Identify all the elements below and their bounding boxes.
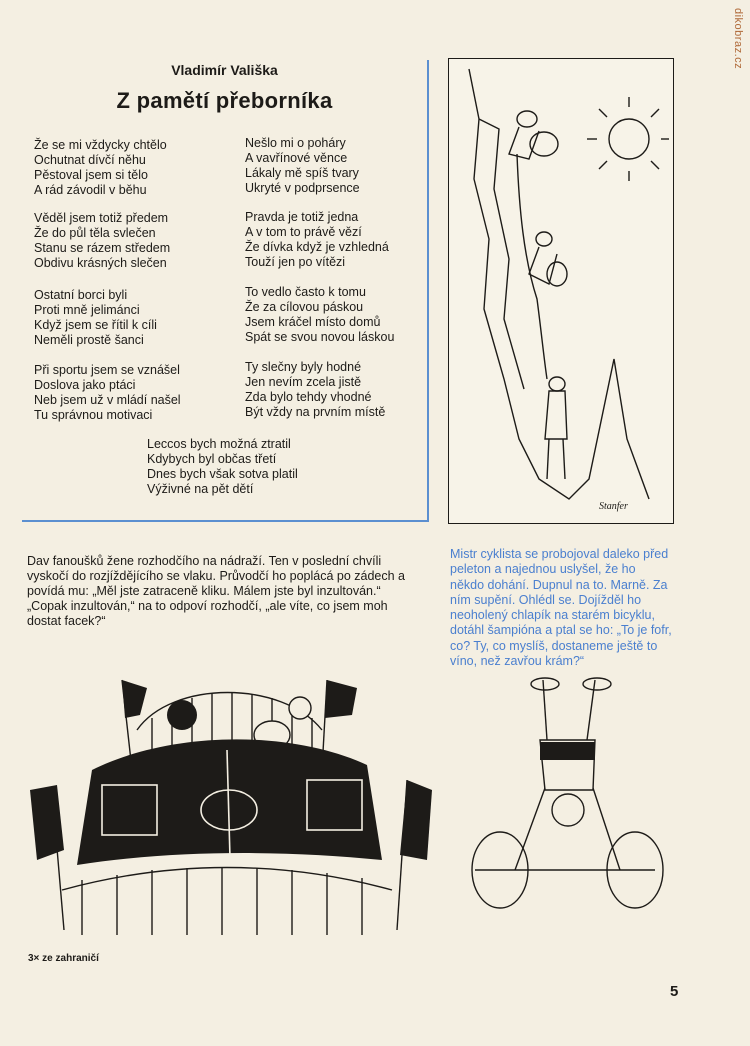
stanza-right-1: Nešlo mi o poháry A vavřínové věnce Lákaly mě spíš tvary Ukryté v podprsence xyxy=(245,136,360,195)
stanza-final: Leccos bych možná ztratil Kdybych byl občas třetí Dnes bych však sotva platil Výživné na pět dětí xyxy=(147,437,298,496)
poem-title: Z pamětí přeborníka xyxy=(116,88,333,113)
climbing-cartoon xyxy=(448,58,674,524)
bed-cartoon xyxy=(22,660,432,940)
watermark: dikobraz.cz xyxy=(732,8,744,70)
poem-section xyxy=(22,60,429,522)
footer-note: 3× ze zahraničí xyxy=(28,953,99,964)
stanza-left-3: Ostatní borci byli Proti mně jelimánci Když jsem se řítil k cíli Neměli prostě šanci xyxy=(34,288,157,347)
weightlifter-cartoon-drawing xyxy=(455,670,675,935)
stanza-left-2: Věděl jsem totiž předem Že do půl těla svlečen Stanu se rázem středem Obdivu krásných slečen xyxy=(34,211,171,270)
poem-author: Vladimír Vališka xyxy=(171,62,278,78)
page-number: 5 xyxy=(670,983,679,1000)
stanza-left-4: Při sportu jsem se vznášel Doslova jako ptáci Neb jsem už v mládí našel Tu správnou motivaci xyxy=(34,363,181,422)
joke-referee: Dav fanoušků žene rozhodčího na nádraží. Ten v poslední chvíli vyskočí do rozjíždějícího se vlaku. Průvodčí ho poplácá po zádech a povídá mu: „Měl jste zatraceně kliku. Málem jste byl inzultován.“ „Copak inzultován,“ na to odpoví rozhodčí, „ale víte, co jsem moh dostat facek?“ xyxy=(27,554,405,628)
climbing-cartoon-drawing xyxy=(449,59,673,523)
bed-cartoon-drawing xyxy=(22,660,432,940)
stanza-right-4: Ty slečny byly hodné Jen nevím zcela jistě Zda bylo tehdy vhodné Být vždy na prvním místě xyxy=(245,360,386,419)
joke-cyclist: Mistr cyklista se probojoval daleko před peleton a najednou uslyšel, že ho někdo dohání. Dupnul na to. Marně. Za ním supění. Ohlédl se. Dojížděl ho neoholený chlapík na starém bicyklu, dotáhl šampióna a ptal se ho: „To je fofr, co? Ty, co myslíš, dostaneme ještě to víno, než zavřou krám?“ xyxy=(450,547,672,669)
stanza-right-2: Pravda je totiž jedna A v tom to právě vězí Že dívka když je vzhledná Touží jen po vítězi xyxy=(245,210,389,269)
weightlifter-cartoon xyxy=(455,670,675,935)
stanza-left-1: Že se mi vždycky chtělo Ochutnat dívčí něhu Pěstoval jsem si tělo A rád závodil v běhu xyxy=(34,138,167,197)
stanza-right-3: To vedlo často k tomu Že za cílovou páskou Jsem kráčel místo domů Spát se svou novou láskou xyxy=(245,285,395,344)
illustration-signature: Stanfer xyxy=(599,501,628,512)
